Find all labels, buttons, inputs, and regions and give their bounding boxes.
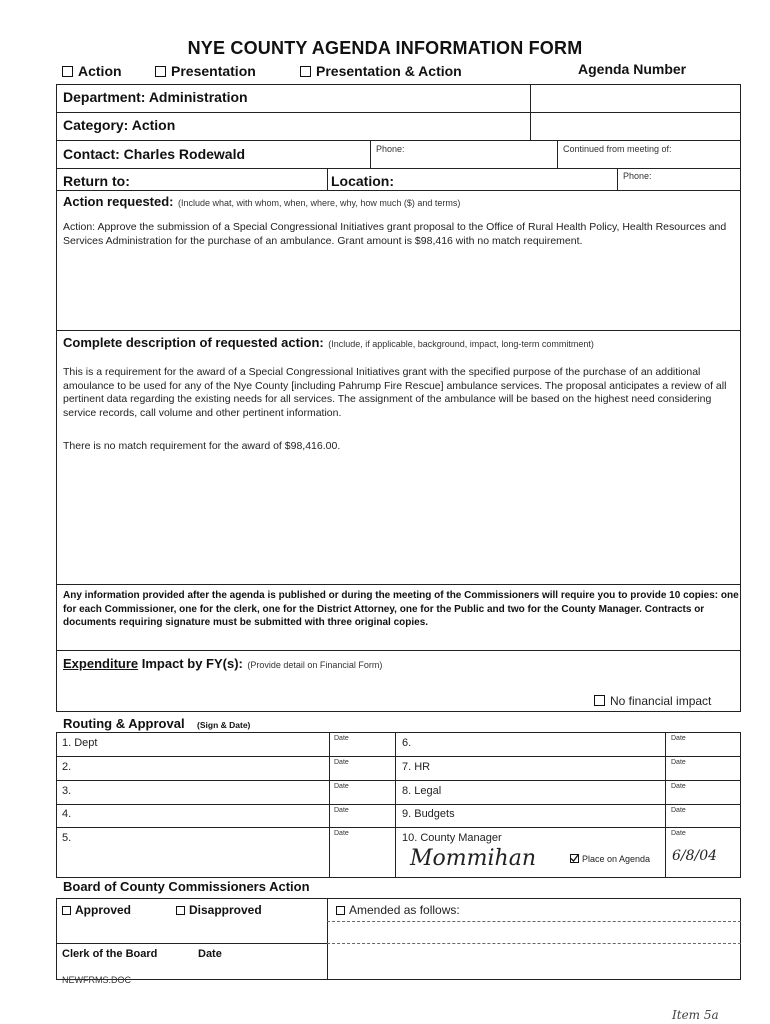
divider	[56, 827, 741, 828]
routing-hr[interactable]: 7. HR	[402, 761, 431, 773]
divider	[327, 943, 741, 944]
date-label: Date	[671, 807, 686, 814]
divider	[56, 168, 741, 169]
divider	[327, 921, 741, 922]
checkbox-icon[interactable]	[336, 906, 345, 915]
return-to-field[interactable]: Return to:	[63, 173, 130, 189]
date-label: Date	[334, 830, 349, 837]
disapproved-option[interactable]: Disapproved	[176, 903, 262, 917]
divider	[327, 898, 328, 980]
approved-option[interactable]: Approved	[62, 903, 131, 917]
copies-notice: Any information provided after the agenda is published or during the meeting of the Commissioners will require you to provide 10 copies: one for each Commissioner, one for the clerk, one for the District Attorney, one for the Public and two for the County Manager. Contracts or documents requiring signature must be submitted with three original copies.	[63, 590, 739, 628]
clerk-of-board-label: Clerk of the Board	[62, 948, 158, 960]
checkbox-icon[interactable]	[300, 66, 311, 77]
action-requested-heading: Action requested: (Include what, with whom, when, where, why, how much ($) and terms)	[63, 194, 461, 209]
divider	[56, 780, 741, 781]
board-date-label: Date	[198, 948, 222, 960]
date-label: Date	[334, 735, 349, 742]
divider	[56, 112, 741, 113]
description-paragraph-2: There is no match requirement for the award of $98,416.00.	[63, 440, 341, 452]
divider	[617, 168, 618, 190]
description-paragraph-1: This is a requirement for the award of a Special Congressional Initiatives grant with the specified purpose of the purchase of an additional amoulance to be used for any of the Nye County [including Pahrump Fire Rescue] ambulance services. The proposal anticipates a review of all pertinent data regarding the existing needs for all services. The assignment of the ambulance will be based on the highest need considering service records, call volume and other pertinent information.	[63, 366, 727, 419]
checkbox-icon[interactable]	[155, 66, 166, 77]
divider	[56, 140, 741, 141]
divider	[329, 732, 330, 878]
divider	[56, 650, 741, 651]
expenditure-heading: Expenditure Impact by FY(s): (Provide detail on Financial Form)	[63, 656, 383, 671]
divider	[370, 140, 371, 168]
checkbox-icon[interactable]	[62, 66, 73, 77]
divider	[56, 804, 741, 805]
category-field[interactable]: Category: Action	[63, 117, 176, 133]
amended-option[interactable]: Amended as follows:	[336, 903, 460, 917]
phone-label-2: Phone:	[623, 171, 652, 181]
divider	[557, 140, 558, 168]
department-field[interactable]: Department: Administration	[63, 89, 248, 105]
location-field[interactable]: Location:	[331, 173, 394, 189]
routing-county-manager[interactable]: 10. County Manager	[402, 832, 502, 844]
checkbox-icon[interactable]	[62, 906, 71, 915]
routing-row-3[interactable]: 3.	[62, 785, 72, 797]
date-label: Date	[671, 783, 686, 790]
divider	[56, 943, 327, 944]
form-title: NYE COUNTY AGENDA INFORMATION FORM	[187, 38, 583, 58]
board-heading: Board of County Commissioners Action	[63, 879, 310, 894]
contact-field[interactable]: Contact: Charles Rodewald	[63, 146, 246, 162]
place-on-agenda[interactable]: Place on Agenda	[570, 854, 650, 864]
type-presentation[interactable]: Presentation	[155, 63, 256, 79]
routing-legal[interactable]: 8. Legal	[402, 785, 442, 797]
divider	[530, 84, 531, 140]
routing-row-4[interactable]: 4.	[62, 808, 72, 820]
divider	[665, 732, 666, 878]
routing-row-2[interactable]: 2.	[62, 761, 72, 773]
routing-row-6[interactable]: 6.	[402, 737, 412, 749]
date-label: Date	[671, 735, 686, 742]
routing-heading: Routing & Approval (Sign & Date)	[63, 716, 251, 731]
date-label: Date	[334, 807, 349, 814]
date-label: Date	[671, 830, 686, 837]
continued-from-label: Continued from meeting of:	[563, 144, 672, 154]
checked-box-icon[interactable]	[570, 854, 579, 863]
divider	[56, 330, 741, 331]
description-heading: Complete description of requested action: (Include, if applicable, background, impact, long-term commitment)	[63, 335, 594, 350]
checkbox-icon[interactable]	[594, 695, 605, 706]
county-manager-signature: Mommihan	[410, 846, 536, 871]
checkbox-icon[interactable]	[176, 906, 185, 915]
phone-label: Phone:	[376, 144, 405, 154]
date-label: Date	[671, 759, 686, 766]
date-label: Date	[334, 759, 349, 766]
date-label: Date	[334, 783, 349, 790]
divider	[56, 584, 741, 585]
agenda-number-label: Agenda Number	[578, 61, 687, 77]
routing-row-5[interactable]: 5.	[62, 832, 72, 844]
type-action[interactable]: Action	[62, 63, 122, 79]
file-name: NEWFRMS.DOC	[62, 975, 131, 985]
divider	[327, 168, 328, 190]
action-requested-text: Action: Approve the submission of a Special Congressional Initiatives grant proposal to the Office of Rural Health Policy, Health Resources and Services Administration for the purchase of an ambulance. Grant amount is $98,416 with no match requirement.	[63, 221, 727, 247]
divider	[56, 190, 741, 191]
routing-dept[interactable]: 1. Dept	[62, 737, 98, 749]
item-initials: Item 5a	[672, 1008, 719, 1022]
divider	[395, 732, 396, 878]
routing-budgets[interactable]: 9. Budgets	[402, 808, 455, 820]
no-financial-impact[interactable]: No financial impact	[594, 694, 711, 708]
divider	[56, 756, 741, 757]
county-manager-date: 6/8/04	[672, 848, 718, 864]
type-presentation-action[interactable]: Presentation & Action	[300, 63, 462, 79]
